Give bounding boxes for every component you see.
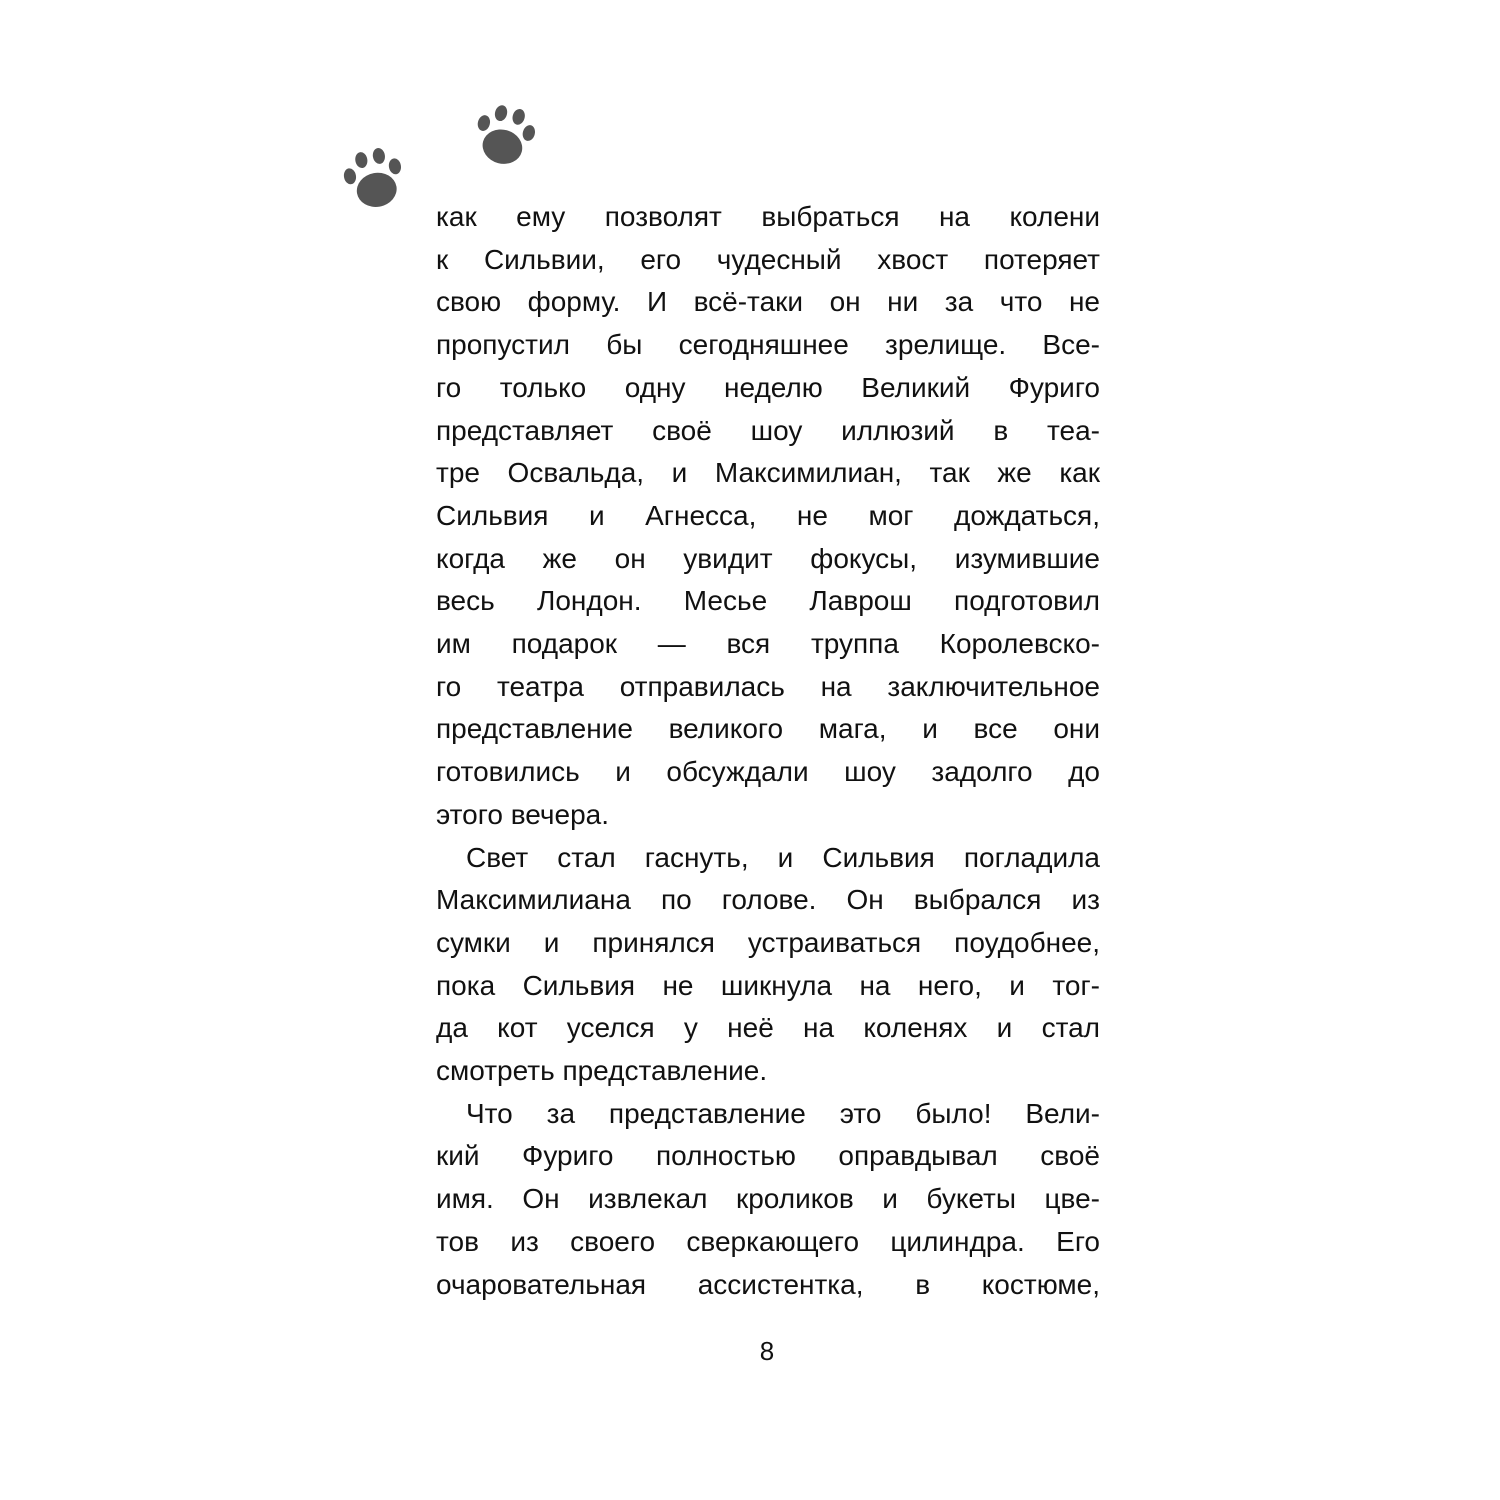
text-line: готовились и обсуждали шоу задолго до xyxy=(436,756,1100,788)
paw-print-icon xyxy=(469,99,540,170)
text-line: тре Освальда, и Максимилиан, так же как xyxy=(436,457,1100,489)
text-line: Что за представление это было! Вели- xyxy=(466,1097,1100,1129)
text-line: этого вечера. xyxy=(436,798,609,830)
text-line: го театра отправилась на заключительное xyxy=(436,670,1100,702)
text-line: сумки и принялся устраиваться поудобнее, xyxy=(436,926,1100,958)
text-line: весь Лондон. Месье Лаврош подготовил xyxy=(436,585,1100,617)
text-line: го только одну неделю Великий Фуриго xyxy=(436,371,1100,403)
text-line: им подарок — вся труппа Королевско- xyxy=(436,628,1100,660)
text-line: пока Сильвия не шикнула на него, и тог- xyxy=(436,969,1100,1001)
paragraph xyxy=(436,837,1100,1093)
text-line: как ему позволят выбраться на колени xyxy=(436,201,1100,232)
text-line: Свет стал гаснуть, и Сильвия погладила xyxy=(466,841,1100,873)
body-text xyxy=(436,196,1100,1306)
text-line: да кот уселся у неё на коленях и стал xyxy=(436,1012,1100,1044)
text-line: имя. Он извлекал кроликов и букеты цве- xyxy=(436,1183,1100,1215)
text-line: к Сильвии, его чудесный хвост потеряет xyxy=(436,243,1100,275)
text-line: кий Фуриго полностью оправдывал своё xyxy=(436,1140,1100,1172)
text-line: Сильвия и Агнесса, не мог дождаться, xyxy=(436,499,1100,531)
text-line: представление великого мага, и все они xyxy=(436,713,1100,745)
paw-print-icon xyxy=(340,145,407,212)
text-line: представляет своё шоу иллюзий в теа- xyxy=(436,414,1100,446)
page-number: 8 xyxy=(759,1336,775,1366)
text-line: очаровательная ассистентка, в костюме, xyxy=(436,1268,1100,1300)
text-line: свою форму. И всё-таки он ни за что не xyxy=(436,286,1100,318)
text-line: тов из своего сверкающего цилиндра. Его xyxy=(436,1225,1100,1257)
text-line: пропустил бы сегодняшнее зрелище. Все- xyxy=(436,329,1100,361)
text-line: смотреть представление. xyxy=(436,1055,768,1087)
paragraph xyxy=(436,1093,1100,1307)
text-line: Максимилиана по голове. Он выбрался из xyxy=(436,884,1100,916)
paragraph xyxy=(436,196,1100,837)
text-line: когда же он увидит фокусы, изумившие xyxy=(436,542,1100,574)
